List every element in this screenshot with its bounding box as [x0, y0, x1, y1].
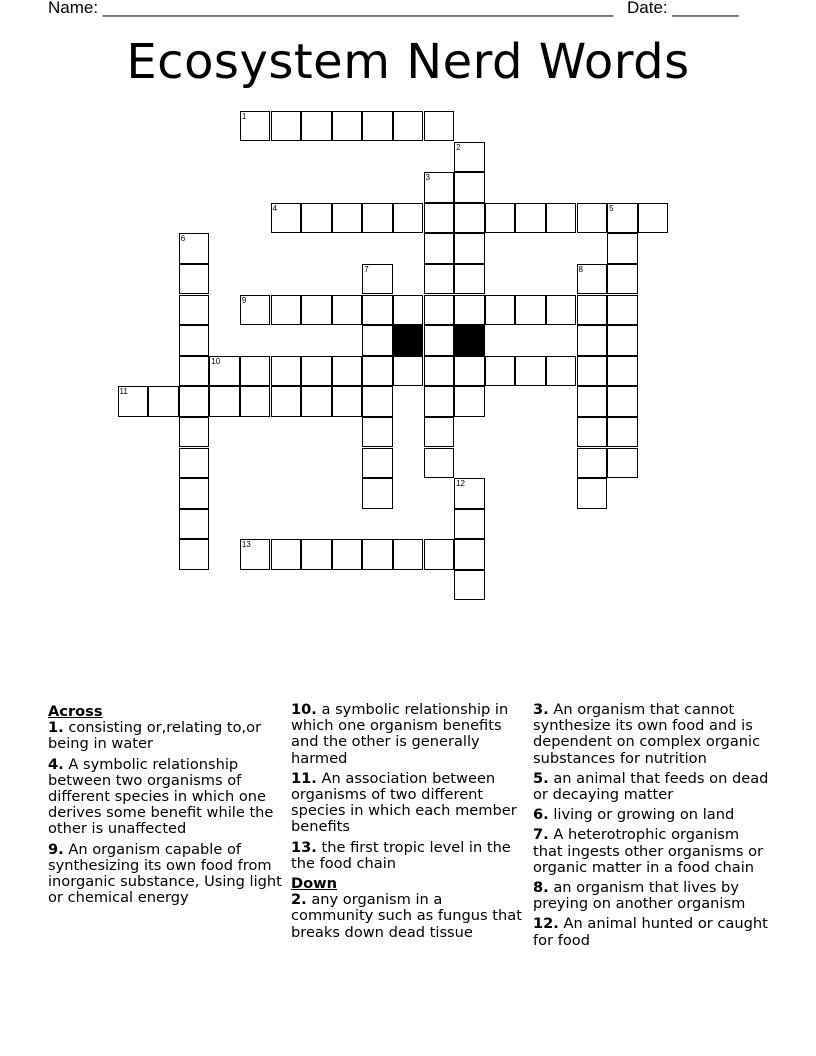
crossword-cell[interactable]	[577, 356, 608, 387]
crossword-cell[interactable]	[546, 203, 577, 234]
crossword-cell[interactable]	[209, 356, 240, 387]
page-title: Ecosystem Nerd Words	[126, 34, 690, 90]
crossword-cell[interactable]	[393, 111, 424, 142]
crossword-cell[interactable]	[577, 386, 608, 417]
crossword-cell[interactable]	[607, 295, 638, 326]
crossword-cell[interactable]	[454, 233, 485, 264]
crossword-cell[interactable]	[301, 111, 332, 142]
name-line: ______________________________________________________	[102, 0, 614, 17]
clue-across-13: 13. the first tropic level in the the food chain	[291, 838, 511, 872]
crossword-cell[interactable]	[209, 386, 240, 417]
crossword-cell[interactable]	[179, 325, 210, 356]
crossword-cell[interactable]	[424, 203, 455, 234]
crossword-cell[interactable]	[301, 203, 332, 234]
crossword-cell[interactable]	[362, 295, 393, 326]
crossword-cell[interactable]	[454, 539, 485, 570]
crossword-cell[interactable]	[332, 203, 363, 234]
crossword-cell[interactable]	[607, 203, 638, 234]
clue-down-7: 7. A heterotrophic organism that ingests other organisms or organic matter in a food chain	[533, 826, 764, 876]
crossword-cell[interactable]	[424, 233, 455, 264]
crossword-cell[interactable]	[393, 203, 424, 234]
crossword-cell[interactable]	[271, 203, 302, 234]
crossword-cell[interactable]	[393, 356, 424, 387]
clue-number: 9	[241, 295, 247, 305]
crossword-cell[interactable]	[454, 172, 485, 203]
crossword-cell[interactable]	[240, 386, 271, 417]
crossword-cell[interactable]	[454, 386, 485, 417]
date-line: _______	[672, 0, 739, 17]
crossword-cell[interactable]	[179, 539, 210, 570]
clue-number: 11	[119, 387, 128, 397]
crossword-cell[interactable]	[240, 295, 271, 326]
clue-number: 3	[425, 173, 430, 183]
crossword-cell[interactable]	[301, 386, 332, 417]
crossword-cell[interactable]	[362, 386, 393, 417]
crossword-cell[interactable]	[332, 295, 363, 326]
clue-down-12: 12. An animal hunted or caught for food	[533, 915, 768, 949]
crossword-cell[interactable]	[118, 386, 149, 417]
crossword-cell[interactable]	[179, 264, 210, 295]
crossword-cell[interactable]	[179, 233, 210, 264]
date-label: Date:	[627, 0, 668, 17]
crossword-cell[interactable]	[179, 448, 210, 479]
crossword-cell[interactable]	[577, 264, 608, 295]
crossword-cell[interactable]	[424, 448, 455, 479]
crossword-cell[interactable]	[240, 356, 271, 387]
crossword-cell[interactable]	[362, 264, 393, 295]
crossword-cell[interactable]	[515, 203, 546, 234]
crossword-cell[interactable]	[332, 111, 363, 142]
clue-down-2: 2. any organism in a community such as fungus that breaks down dead tissue	[291, 891, 522, 941]
crossword-cell[interactable]	[362, 539, 393, 570]
crossword-cell[interactable]	[362, 356, 393, 387]
crossword-cell[interactable]	[577, 478, 608, 509]
crossword-cell[interactable]	[454, 509, 485, 540]
crossword-cell[interactable]	[148, 386, 179, 417]
crossword-cell[interactable]	[362, 325, 393, 356]
clue-number: 10	[211, 356, 221, 366]
clue-number: 5	[609, 203, 614, 213]
crossword-cell[interactable]	[362, 417, 393, 448]
crossword-cell[interactable]	[424, 325, 455, 356]
crossword-cell[interactable]	[271, 356, 302, 387]
crossword-cell[interactable]	[577, 417, 608, 448]
crossword-cell[interactable]	[332, 356, 363, 387]
clue-across-11: 11. An association between organisms of two different species in which each member benefits	[291, 769, 517, 836]
crossword-cell[interactable]	[179, 295, 210, 326]
crossword-cell[interactable]	[424, 356, 455, 387]
crossword-cell[interactable]	[485, 295, 516, 326]
crossword-cell[interactable]	[577, 203, 608, 234]
black-cell	[393, 325, 424, 356]
crossword-cell[interactable]	[332, 539, 363, 570]
crossword-cell[interactable]	[607, 325, 638, 356]
crossword-cell[interactable]	[301, 539, 332, 570]
clue-across-4: 4. A symbolic relationship between two organisms of different species in which one derives some benefit while the other is unaffected	[48, 755, 274, 838]
crossword-cell[interactable]	[424, 295, 455, 326]
crossword-cell[interactable]	[424, 539, 455, 570]
clue-number: 1	[241, 111, 247, 121]
crossword-cell[interactable]	[362, 111, 393, 142]
clue-column-1	[48, 702, 284, 910]
crossword-cell[interactable]	[362, 203, 393, 234]
crossword-cell[interactable]	[271, 111, 302, 142]
crossword-cell[interactable]	[607, 386, 638, 417]
clue-number: 13	[241, 540, 251, 550]
crossword-cell[interactable]	[454, 570, 485, 601]
crossword-cell[interactable]	[179, 417, 210, 448]
crossword-cell[interactable]	[179, 356, 210, 387]
crossword-cell[interactable]	[515, 295, 546, 326]
clue-down-5: 5. an animal that feeds on dead or decaying matter	[533, 769, 769, 804]
crossword-cell[interactable]	[179, 478, 210, 509]
crossword-cell[interactable]	[179, 386, 210, 417]
crossword-cell[interactable]	[607, 417, 638, 448]
crossword-cell[interactable]	[424, 386, 455, 417]
crossword-cell[interactable]	[546, 356, 577, 387]
crossword-cell[interactable]	[454, 356, 485, 387]
clue-across-10: 10. a symbolic relationship in which one organism benefits and the other is generally harmed	[291, 701, 509, 767]
crossword-cell[interactable]	[332, 386, 363, 417]
black-cell	[454, 325, 485, 356]
clue-number: 4	[272, 203, 277, 213]
crossword-cell[interactable]	[271, 539, 302, 570]
clue-down-8: 8. an organism that lives by preying on another organism	[533, 879, 746, 913]
clue-column-3	[533, 702, 773, 953]
crossword-cell[interactable]	[240, 539, 271, 570]
clue-number: 2	[456, 142, 461, 152]
across-heading: Across	[48, 703, 103, 720]
crossword-cell[interactable]	[485, 203, 516, 234]
clue-down-3: 3. An organism that cannot synthesize its own food and is dependent on complex organic substances for nutrition	[533, 701, 761, 767]
crossword-cell[interactable]	[607, 448, 638, 479]
crossword-cell[interactable]	[424, 264, 455, 295]
crossword-cell[interactable]	[577, 448, 608, 479]
crossword-cell[interactable]	[454, 295, 485, 326]
crossword-cell[interactable]	[607, 233, 638, 264]
clue-number: 8	[578, 264, 583, 274]
crossword-cell[interactable]	[362, 448, 393, 479]
crossword-cell[interactable]	[424, 172, 455, 203]
crossword-cell[interactable]	[393, 539, 424, 570]
crossword-cell[interactable]	[271, 386, 302, 417]
crossword-cell[interactable]	[607, 264, 638, 295]
crossword-cell[interactable]	[424, 417, 455, 448]
crossword-cell[interactable]	[454, 203, 485, 234]
clue-column-2	[291, 702, 527, 945]
crossword-cell[interactable]	[362, 478, 393, 509]
crossword-cell[interactable]	[607, 356, 638, 387]
clue-number: 6	[180, 234, 186, 244]
crossword-cell[interactable]	[454, 264, 485, 295]
clue-number: 7	[364, 264, 369, 274]
crossword-cell[interactable]	[546, 295, 577, 326]
crossword-cell[interactable]	[577, 325, 608, 356]
crossword-cell[interactable]	[424, 111, 455, 142]
crossword-cell[interactable]	[301, 356, 332, 387]
crossword-cell[interactable]	[485, 356, 516, 387]
crossword-cell[interactable]	[271, 295, 302, 326]
clue-number: 12	[456, 479, 465, 489]
clue-down-6: 6. living or growing on land	[533, 806, 735, 824]
crossword-cell[interactable]	[454, 478, 485, 509]
clue-across-1: 1. consisting or,relating to,or being in water	[48, 719, 262, 753]
crossword-cell[interactable]	[515, 356, 546, 387]
crossword-cell[interactable]	[577, 295, 608, 326]
name-label: Name:	[48, 0, 99, 17]
crossword-cell[interactable]	[454, 142, 485, 173]
crossword-cell[interactable]	[638, 203, 669, 234]
down-heading: Down	[291, 875, 338, 893]
crossword-cell[interactable]	[240, 111, 271, 142]
crossword-cell[interactable]	[393, 295, 424, 326]
clue-across-9: 9. An organism capable of synthesizing its own food from inorganic substance, Using light or chemical energy	[48, 840, 282, 907]
crossword-cell[interactable]	[179, 509, 210, 540]
crossword-cell[interactable]	[301, 295, 332, 326]
